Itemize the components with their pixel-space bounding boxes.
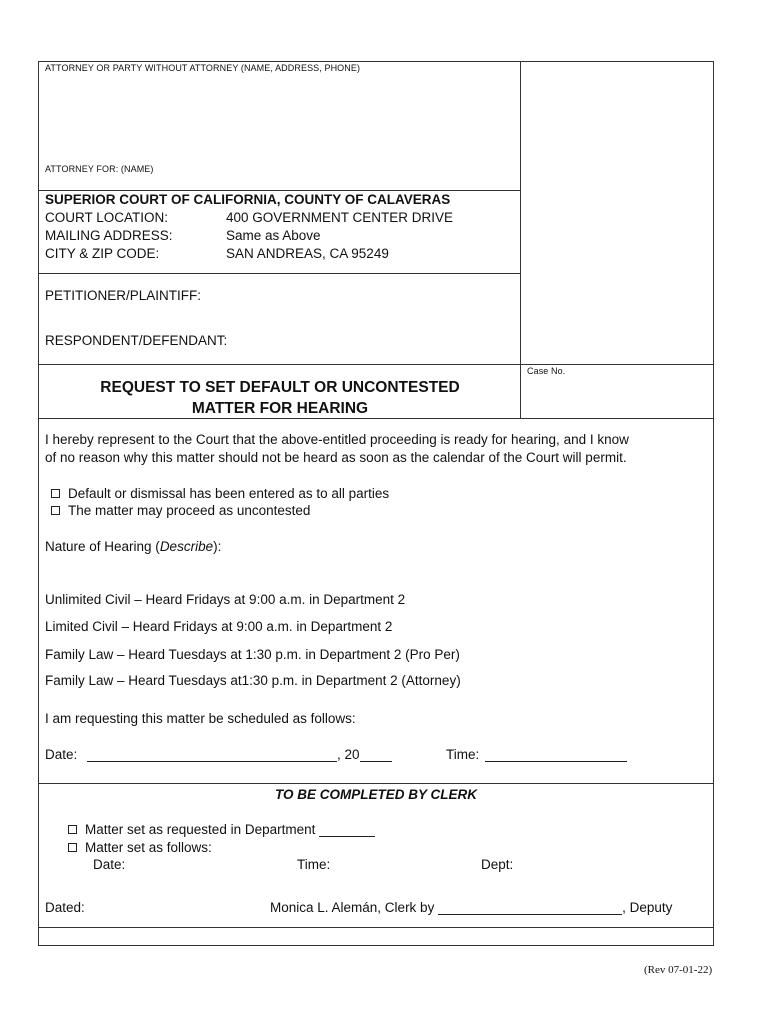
hearing-option-unlimited-civil: Unlimited Civil – Heard Fridays at 9:00 a.m. in Department 2 xyxy=(45,592,406,607)
default-dismissal-checkbox[interactable] xyxy=(51,489,60,498)
date-input[interactable] xyxy=(87,747,337,762)
clerk-follows-checkbox[interactable] xyxy=(68,843,77,852)
city-zip-value: SAN ANDREAS, CA 95249 xyxy=(226,246,389,261)
checkbox-uncontested-row xyxy=(51,503,310,518)
default-dismissal-label: Default or dismissal has been entered as to all parties xyxy=(68,486,390,501)
attorney-section-divider xyxy=(38,190,521,191)
clerk-dept-label: Dept: xyxy=(481,857,514,872)
clerk-date-label: Date: xyxy=(93,857,126,872)
mailing-address-label: MAILING ADDRESS: xyxy=(45,228,173,243)
hearing-option-family-attorney: Family Law – Heard Tuesdays at1:30 p.m. in Department 2 (Attorney) xyxy=(45,673,461,688)
form-title-line2: MATTER FOR HEARING xyxy=(191,400,369,417)
department-input[interactable] xyxy=(319,822,375,837)
clerk-requested-label: Matter set as requested in Department xyxy=(85,822,316,837)
checkbox-default-row xyxy=(51,486,389,501)
time-label: Time: xyxy=(446,747,480,762)
petitioner-label: PETITIONER/PLAINTIFF: xyxy=(45,288,202,303)
revision-label: (Rev 07-01-22) xyxy=(644,964,713,976)
intro-line-1: I hereby represent to the Court that the above-entitled proceeding is ready for hearing, and I know xyxy=(45,432,629,447)
mailing-address-value: Same as Above xyxy=(226,228,321,243)
court-name: SUPERIOR COURT OF CALIFORNIA, COUNTY OF CALAVERAS xyxy=(45,192,451,207)
form-title xyxy=(40,377,520,419)
clerk-heading: TO BE COMPLETED BY CLERK xyxy=(274,787,478,802)
attorney-for-label: ATTORNEY FOR: (NAME) xyxy=(45,164,154,174)
dated-label: Dated: xyxy=(45,900,85,915)
nature-label-start: Nature of Hearing ( xyxy=(45,539,160,554)
clerk-section-divider xyxy=(38,783,714,784)
time-row xyxy=(446,747,627,762)
intro-line-2: of no reason why this matter should not be heard as soon as the calendar of the Court will permit. xyxy=(45,450,627,465)
footer-row-divider xyxy=(38,927,714,928)
clerk-option-requested-row xyxy=(68,822,375,837)
time-input[interactable] xyxy=(485,747,627,762)
deputy-label: , Deputy xyxy=(622,900,673,915)
form-title-line1: REQUEST TO SET DEFAULT OR UNCONTESTED xyxy=(100,379,460,396)
clerk-time-label: Time: xyxy=(297,857,331,872)
clerk-signature-row xyxy=(270,900,672,915)
hearing-option-family-pro-per: Family Law – Heard Tuesdays at 1:30 p.m. in Department 2 (Pro Per) xyxy=(45,647,460,662)
request-label: I am requesting this matter be scheduled as follows: xyxy=(45,711,356,726)
attorney-header-label: ATTORNEY OR PARTY WITHOUT ATTORNEY (NAME, ADDRESS, PHONE) xyxy=(45,63,361,73)
year-input[interactable] xyxy=(360,747,392,762)
clerk-follows-label: Matter set as follows: xyxy=(85,840,212,855)
year-prefix: , 20 xyxy=(337,747,360,762)
court-location-value: 400 GOVERNMENT CENTER DRIVE xyxy=(226,210,454,225)
case-number-label: Case No. xyxy=(527,366,566,376)
uncontested-label: The matter may proceed as uncontested xyxy=(68,503,311,518)
court-section-divider xyxy=(38,273,521,274)
hearing-option-limited-civil: Limited Civil – Heard Fridays at 9:00 a.m. in Department 2 xyxy=(45,619,393,634)
clerk-by-label: Monica L. Alemán, Clerk by xyxy=(270,900,435,915)
deputy-signature-input[interactable] xyxy=(438,900,622,915)
clerk-requested-checkbox[interactable] xyxy=(68,825,77,834)
nature-of-hearing-label xyxy=(45,539,221,554)
clerk-option-follows-row xyxy=(68,840,212,855)
date-row xyxy=(45,747,392,762)
nature-label-italic: Describe xyxy=(159,539,214,554)
date-label: Date: xyxy=(45,747,78,762)
court-location-label: COURT LOCATION: xyxy=(45,210,169,225)
respondent-label: RESPONDENT/DEFENDANT: xyxy=(45,333,228,348)
nature-label-end: ): xyxy=(213,539,222,554)
uncontested-checkbox[interactable] xyxy=(51,506,60,515)
title-section-divider xyxy=(38,364,714,365)
city-zip-label: CITY & ZIP CODE: xyxy=(45,246,160,261)
